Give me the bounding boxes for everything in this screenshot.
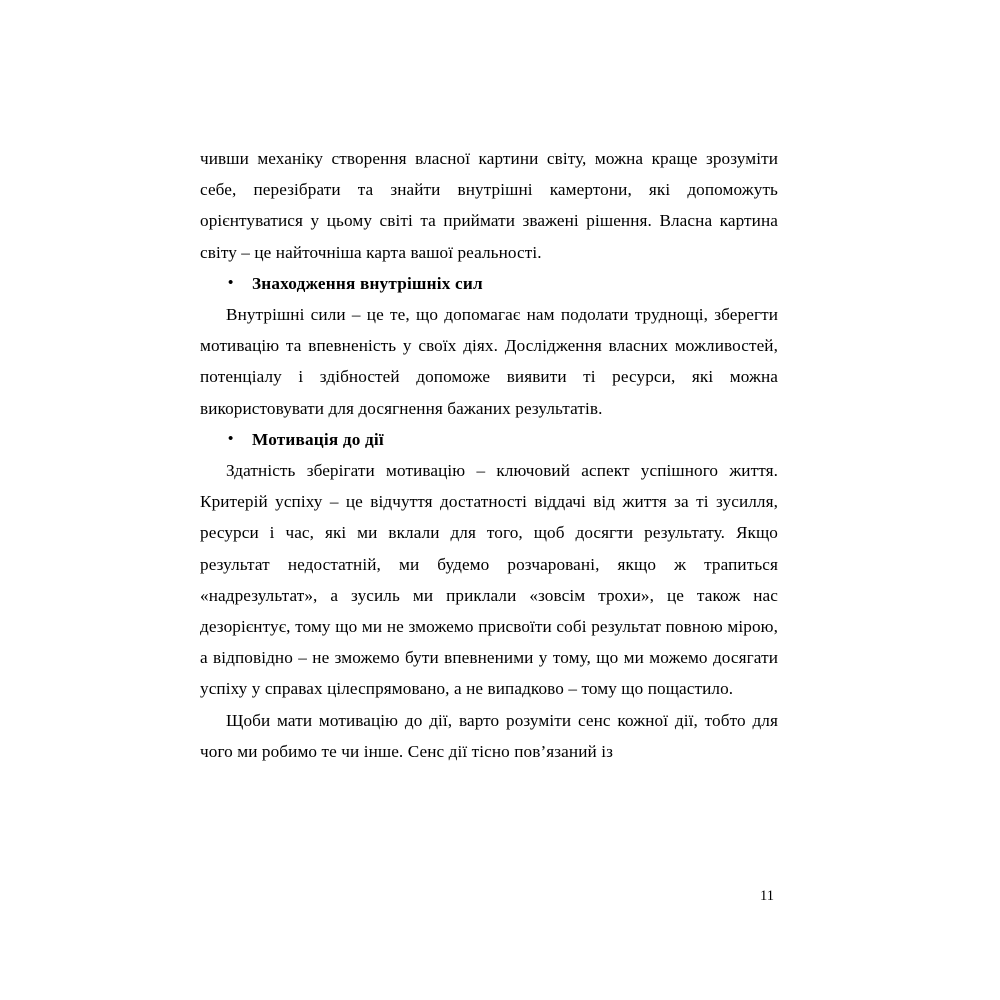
paragraph-meaning-of-action: Щоби мати мотивацію до дії, варто розуміти сенс кожної дії, тобто для чого ми робимо те чи інше. Сенс дії тісно пов’язаний із [200, 710, 778, 761]
paragraph-motivation-success: Здатність зберігати мотивацію – ключовий аспект успішного життя. Критерій успіху – це відчуття достатності віддачі від життя за ті зусилля, ресурси і час, які ми вклали для того, щоб досягти результату. Якщо результат недостатній, ми будемо розчаровані, якщо ж трапиться «надрезультат», а зусиль ми приклали «зовсім трохи», це також нас дезорієнтує, тому що ми не зможемо присвоїти собі результат повною мірою, а відповідно – не зможемо бути впевненими у тому, що ми можемо досягати успіху у справах цілеспрямовано, а не випадково – тому що пощастило. [200, 461, 778, 699]
paragraph-inner-strength: Внутрішні сили – це те, що допомагає нам подолати труднощі, зберегти мотивацію та впевненість у своїх діях. Дослідження власних можливостей, потенціалу і здібностей допоможе виявити ті ресурси, які можна використовувати для досягнення бажаних результатів. [200, 305, 778, 418]
bullet-heading-label: Знаходження внутрішніх сил [252, 273, 483, 293]
bullet-list-inner-strength [200, 268, 778, 299]
bullet-heading-inner-strength [200, 268, 778, 299]
bullet-heading-motivation [200, 424, 778, 455]
bullet-list-motivation [200, 424, 778, 455]
body-text-column [200, 143, 778, 767]
paragraph-continuation: чивши механіку створення власної картини світу, можна краще зрозуміти себе, перезібрати та знайти внутрішні камертони, які допоможуть орієнтуватися у цьому світі та приймати зважені рішення. Власна картина світу – це найточніша карта вашої реальності. [200, 149, 778, 262]
bullet-heading-label: Мотивація до дії [252, 429, 384, 449]
page-number: 11 [760, 888, 774, 904]
